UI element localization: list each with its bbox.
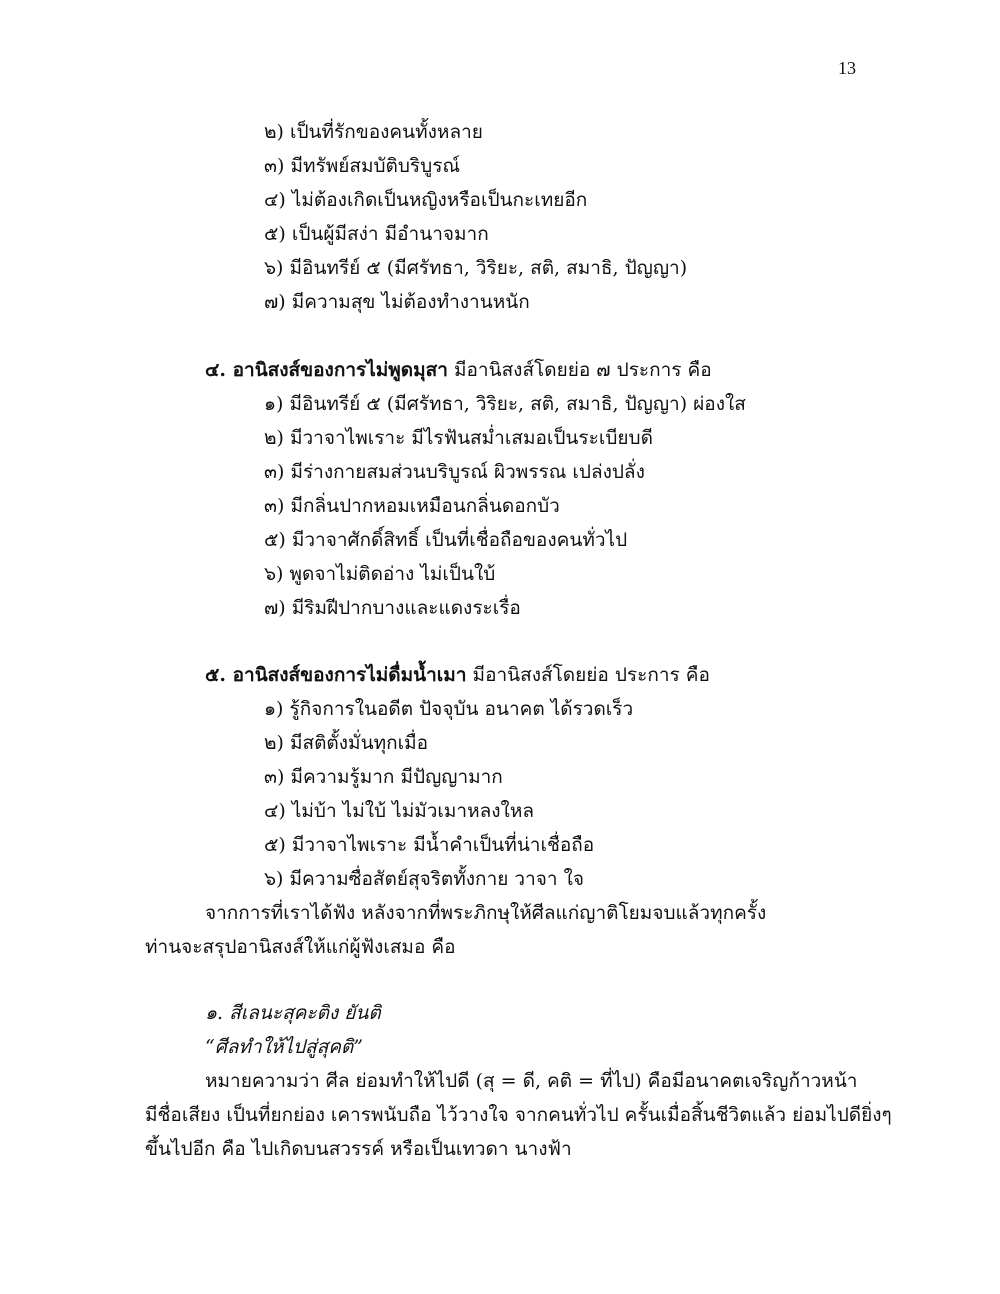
section-4-heading bbox=[205, 357, 712, 383]
list-item: ๓) มีกลิ่นปากหอมเหมือนกลิ่นดอกบัว bbox=[264, 495, 560, 517]
list-item: ๗) มีความสุข ไม่ต้องทำงานหนัก bbox=[264, 291, 530, 313]
list-item: ๕) เป็นผู้มีสง่า มีอำนาจมาก bbox=[264, 223, 489, 245]
summary-line: จากการที่เราได้ฟัง หลังจากที่พระภิกษุให้ศีลแก่ญาติโยมจบแล้วทุกครั้ง bbox=[205, 902, 767, 924]
list-item: ๑) มีอินทรีย์ ๕ (มีศรัทธา, วิริยะ, สติ, สมาธิ, ปัญญา) ผ่องใส bbox=[264, 393, 746, 415]
section-5-heading-rest: มีอานิสงส์โดยย่อ ประการ คือ bbox=[466, 664, 710, 686]
explanation-line: ขึ้นไปอีก คือ ไปเกิดบนสวรรค์ หรือเป็นเทวดา นางฟ้า bbox=[145, 1138, 572, 1160]
list-item: ๕) มีวาจาไพเราะ มีน้ำคำเป็นที่น่าเชื่อถือ bbox=[264, 834, 595, 856]
list-item: ๖) มีความซื่อสัตย์สุจริตทั้งกาย วาจา ใจ bbox=[264, 868, 584, 890]
verse-translation: “ศีลทำให้ไปสู่สุคติ” bbox=[205, 1036, 363, 1058]
list-item: ๔) ไม่บ้า ไม่ใบ้ ไม่มัวเมาหลงใหล bbox=[264, 800, 534, 822]
page-number: 13 bbox=[838, 58, 856, 78]
list-item: ๓) มีทรัพย์สมบัติบริบูรณ์ bbox=[264, 155, 461, 177]
list-item: ๒) มีวาจาไพเราะ มีไรฟันสม่ำเสมอเป็นระเบียบดี bbox=[264, 427, 653, 449]
explanation-line: หมายความว่า ศีล ย่อมทำให้ไปดี (สุ = ดี, คติ = ที่ไป) คือมีอนาคตเจริญก้าวหน้า bbox=[205, 1070, 858, 1092]
list-item: ๗) มีริมฝีปากบางและแดงระเรื่อ bbox=[264, 597, 521, 619]
section-5-heading-bold: ๕. อานิสงส์ของการไม่ดื่มน้ำเมา bbox=[205, 664, 467, 686]
list-item: ๑) รู้กิจการในอดีต ปัจจุบัน อนาคต ได้รวดเร็ว bbox=[264, 698, 634, 720]
section-5-heading bbox=[205, 662, 710, 688]
list-item: ๒) มีสติตั้งมั่นทุกเมื่อ bbox=[264, 732, 429, 754]
list-item: ๓) มีร่างกายสมส่วนบริบูรณ์ ผิวพรรณ เปล่งปลั่ง bbox=[264, 461, 645, 483]
list-item: ๕) มีวาจาศักดิ์สิทธิ์ เป็นที่เชื่อถือของคนทั่วไป bbox=[264, 529, 628, 551]
list-item: ๖) มีอินทรีย์ ๕ (มีศรัทธา, วิริยะ, สติ, สมาธิ, ปัญญา) bbox=[264, 257, 688, 279]
list-item: ๒) เป็นที่รักของคนทั้งหลาย bbox=[264, 121, 483, 143]
list-item: ๓) มีความรู้มาก มีปัญญามาก bbox=[264, 766, 503, 788]
summary-line: ท่านจะสรุปอานิสงส์ให้แก่ผู้ฟังเสมอ คือ bbox=[145, 936, 456, 958]
section-4-heading-rest: มีอานิสงส์โดยย่อ ๗ ประการ คือ bbox=[447, 359, 712, 381]
verse-pali: ๑. สีเลนะสุคะติง ยันติ bbox=[205, 1002, 381, 1024]
list-item: ๖) พูดจาไม่ติดอ่าง ไม่เป็นใบ้ bbox=[264, 563, 496, 585]
explanation-line: มีชื่อเสียง เป็นที่ยกย่อง เคารพนับถือ ไว้วางใจ จากคนทั่วไป ครั้นเมื่อสิ้นชีวิตแล้ว ย่อมไปดียิ่งๆ bbox=[145, 1104, 892, 1126]
section-4-heading-bold: ๔. อานิสงส์ของการไม่พูดมุสา bbox=[205, 359, 448, 381]
list-item: ๔) ไม่ต้องเกิดเป็นหญิงหรือเป็นกะเทยอีก bbox=[264, 189, 588, 211]
